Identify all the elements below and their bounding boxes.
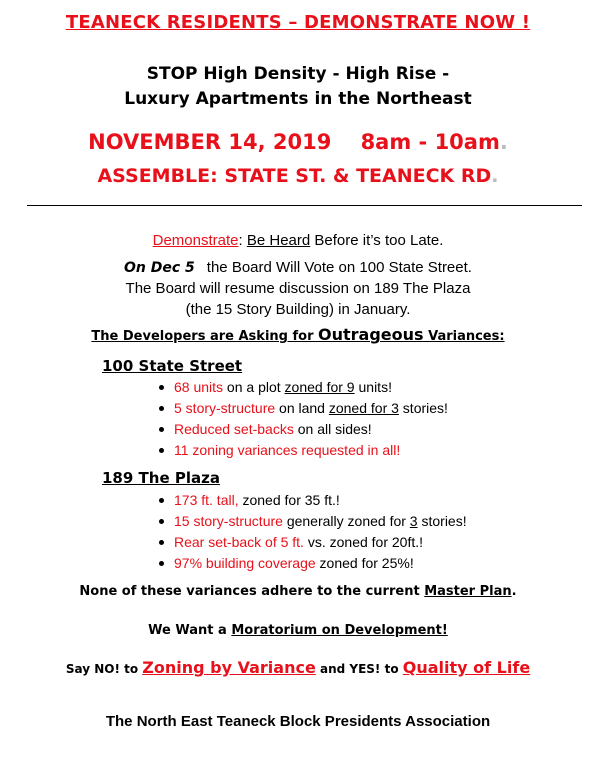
item-underlined-text: 3 <box>409 513 418 529</box>
event-time: 8am - 10am <box>360 130 500 154</box>
item-text: on all sides! <box>293 421 372 437</box>
decorative-dot: . <box>491 165 499 187</box>
be-heard-text: Be Heard <box>246 232 311 249</box>
item-text: zoned for 35 ft.! <box>238 492 340 508</box>
item-red-text: 11 zoning variances requested in all! <box>174 442 401 458</box>
item-text: on land <box>275 400 329 416</box>
list-item <box>157 377 448 398</box>
demonstrate-line <box>0 232 596 249</box>
asking-emphasis: Outrageous <box>318 325 424 344</box>
story-line: (the 15 Story Building) in January. <box>185 301 411 318</box>
item-red-text: Reduced set-backs <box>174 421 294 437</box>
item-underlined-text: zoned for 9 <box>284 379 355 395</box>
assemble-location <box>0 165 596 187</box>
demonstrate-word: Demonstrate <box>152 232 239 249</box>
slogan-pre: Say NO! to <box>65 662 143 676</box>
association-name: The North East Teaneck Block Presidents Association <box>105 713 491 730</box>
moratorium-text: Moratorium on Development! <box>231 623 448 638</box>
item-text: units! <box>354 379 392 395</box>
assemble-text: ASSEMBLE: STATE ST. & TEANECK RD <box>97 165 492 187</box>
item-text: stories! <box>398 400 448 416</box>
item-text: vs. zoned for 20ft.! <box>303 534 424 550</box>
master-plan-text: Master Plan <box>424 584 512 599</box>
list-item <box>157 398 448 419</box>
item-red-text: 97% building coverage <box>174 555 316 571</box>
list-item <box>157 532 467 553</box>
vote-date: On Dec 5 <box>124 260 195 276</box>
decorative-dot: . <box>499 130 508 154</box>
asking-post: Variances: <box>423 329 505 344</box>
item-underlined-text: zoned for 3 <box>328 400 399 416</box>
list-item <box>157 440 448 461</box>
event-date-line <box>0 130 596 154</box>
asking-heading <box>0 325 596 344</box>
item-red-text: Rear set-back of 5 ft. <box>174 534 304 550</box>
list-100-state-street <box>157 377 448 461</box>
item-red-text: 5 story-structure <box>174 400 276 416</box>
master-plan-statement <box>0 584 596 599</box>
flyer-title: TEANECK RESIDENTS – DEMONSTRATE NOW ! <box>65 12 531 33</box>
section-heading-100-state-street: 100 State Street <box>102 357 243 375</box>
list-item <box>157 490 467 511</box>
divider-rule <box>27 205 582 206</box>
slogan-line <box>0 658 596 677</box>
list-189-the-plaza <box>157 490 467 574</box>
item-text: stories! <box>417 513 467 529</box>
zoning-by-variance-text: Zoning by Variance <box>142 658 316 677</box>
quality-of-life-text: Quality of Life <box>402 658 531 677</box>
vote-text: the Board Will Vote on 100 State Street. <box>206 259 472 276</box>
vote-line <box>0 259 596 276</box>
event-date: NOVEMBER 14, 2019 <box>88 130 332 154</box>
item-text: zoned for 25%! <box>315 555 414 571</box>
resume-line: The Board will resume discussion on 189 The Plaza <box>125 280 471 297</box>
subtitle-line-1: STOP High Density - High Rise - <box>146 64 450 84</box>
subtitle-line-2: Luxury Apartments in the Northeast <box>124 89 472 109</box>
list-item <box>157 419 448 440</box>
slogan-mid: and YES! to <box>315 662 403 676</box>
section-heading-189-the-plaza: 189 The Plaza <box>102 469 220 487</box>
statement-period: . <box>511 584 517 599</box>
item-red-text: 173 ft. tall, <box>174 492 239 508</box>
moratorium-pre: We Want a <box>148 623 232 638</box>
moratorium-statement <box>0 623 596 638</box>
item-red-text: 15 story-structure <box>174 513 283 529</box>
list-item <box>157 553 467 574</box>
list-item <box>157 511 467 532</box>
item-text: on a plot <box>223 379 285 395</box>
item-text: generally zoned for <box>282 513 410 529</box>
statement-text: None of these variances adhere to the current <box>79 584 425 599</box>
demonstrate-rest: Before it’s too Late. <box>310 232 444 249</box>
demonstrate-colon: : <box>238 232 247 249</box>
item-red-text: 68 units <box>174 379 224 395</box>
asking-pre: The Developers are Asking for <box>91 329 319 344</box>
